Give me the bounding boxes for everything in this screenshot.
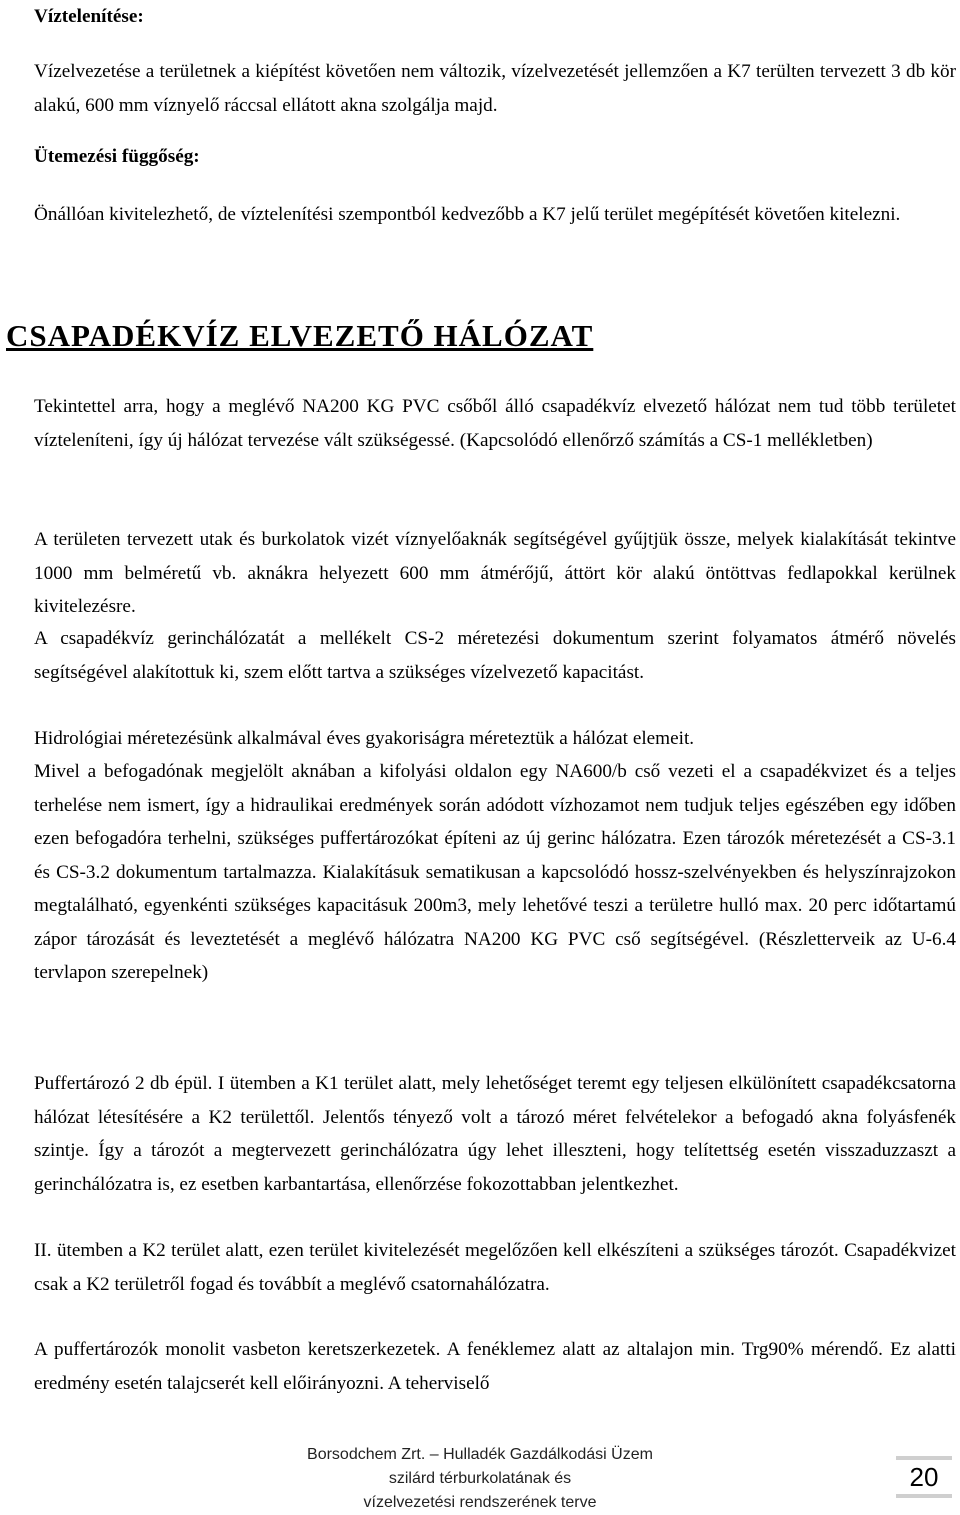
footer-line: szilárd térburkolatának és — [388, 1470, 572, 1487]
paragraph: A területen tervezett utak és burkolatok vizét víznyelőaknák segítségével gyűjtjük össze, melyek kialakítását tekintve 1000 mm belméretű vb. aknákra helyezett 600 mm átmérőjű, áttört kör alakú öntöttvas fedlapokkal kerülnek kivitelezésre. — [34, 529, 956, 617]
paragraph: Puffertározó 2 db épül. I ütemben a K1 terület alatt, mely lehetőséget teremt egy teljesen elkülönített csapadékcsatorna hálózat létesítésére a K2 területtől. Jelentős tényező volt a tározó méret felvételekor a befogadó akna folyásfenék szintje. Így a tározót a megtervezett gerinchálózatra úgy lehet illeszteni, hogy telítettség esetén visszaduzzaszt a gerinchálózatra is, ez esetben karbantartása, ellenőrzése fokozottabban jelentkezhet. — [34, 1073, 956, 1195]
footer-line: Borsodchem Zrt. – Hulladék Gazdálkodási Üzem — [307, 1446, 653, 1463]
paragraph: Mivel a befogadónak megjelölt aknában a kifolyási oldalon egy NA600/b cső vezeti el a csapadékvizet és a teljes terhelése nem ismert, így a hidraulikai eredmények során adódott vízhozamot nem tudjuk teljes egészében egy időben ezen befogadóra terhelni, szükséges puffertározókat építeni az új gerinc hálózatra. Ezen tározók méretezését a CS-3.1 és CS-3.2 dokumentum tartalmazza. Kialakításuk sematikusan a kapcsolódó hossz-szelvényekben és helyszínrajzokon megtalálható, egyenkénti szükséges kapacitásuk 200m3, mely lehetővé teszi a területre hulló max. 20 perc időtartamú zápor tározását és leveztetését a meglévő hálózatra NA200 KG PVC cső segítségével. (Részletterveik az U-6.4 tervlapon szerepelnek) — [34, 761, 956, 983]
paragraph: II. ütemben a K2 terület alatt, ezen terület kivitelezését megelőzően kell elkészíteni a szükséges tározót. Csapadékvizet csak a K2 területről fogad és továbbít a meglévő csatornahálózatra. — [34, 1240, 956, 1295]
paragraph: Tekintettel arra, hogy a meglévő NA200 KG PVC csőből álló csapadékvíz elvezető hálózat nem tud több területet vízteleníteni, így új hálózat tervezése vált szükségessé. (Kapcsolódó ellenőrző számítás a CS-1 mellékletben) — [34, 396, 956, 451]
page-footer — [230, 1443, 730, 1515]
paragraph-schedule: Önállóan kivitelezhető, de víztelenítési szempontból kedvezőbb a K7 jelű terület megépítését követően kitelezni. — [34, 204, 901, 225]
divider — [896, 1456, 952, 1460]
footer-line: vízelvezetési rendszerének terve — [363, 1494, 597, 1511]
section-heading-schedule: Ütemezési függőség: — [34, 146, 200, 167]
paragraph: A csapadékvíz gerinchálózatát a mellékelt CS-2 méretezési dokumentum szerint folyamatos átmérő növelés segítségével alakítottuk ki, szem előtt tartva a szükséges vízelvezető kapacitást. — [34, 628, 956, 683]
page-title: CSAPADÉKVÍZ ELVEZETŐ HÁLÓZAT — [6, 318, 594, 353]
paragraph-drainage: Vízelvezetése a területnek a kiépítést követően nem változik, vízelvezetését jellemzően a K7 terülten tervezett 3 db kör alakú, 600 mm víznyelő ráccsal ellátott akna szolgálja majd. — [34, 61, 956, 116]
divider — [896, 1494, 952, 1498]
page-number-box — [896, 1456, 952, 1504]
page-number: 20 — [909, 1462, 939, 1492]
section-heading-drainage: Víztelenítése: — [34, 6, 144, 27]
paragraph: Hidrológiai méretezésünk alkalmával éves gyakoriságra méreteztük a hálózat elemeit. — [34, 728, 695, 749]
paragraph: A puffertározók monolit vasbeton keretszerkezetek. A fenéklemez alatt az altalajon min. Trg90% mérendő. Ez alatti eredmény esetén talajcserét kell előirányozni. A teherviselő — [34, 1339, 956, 1394]
